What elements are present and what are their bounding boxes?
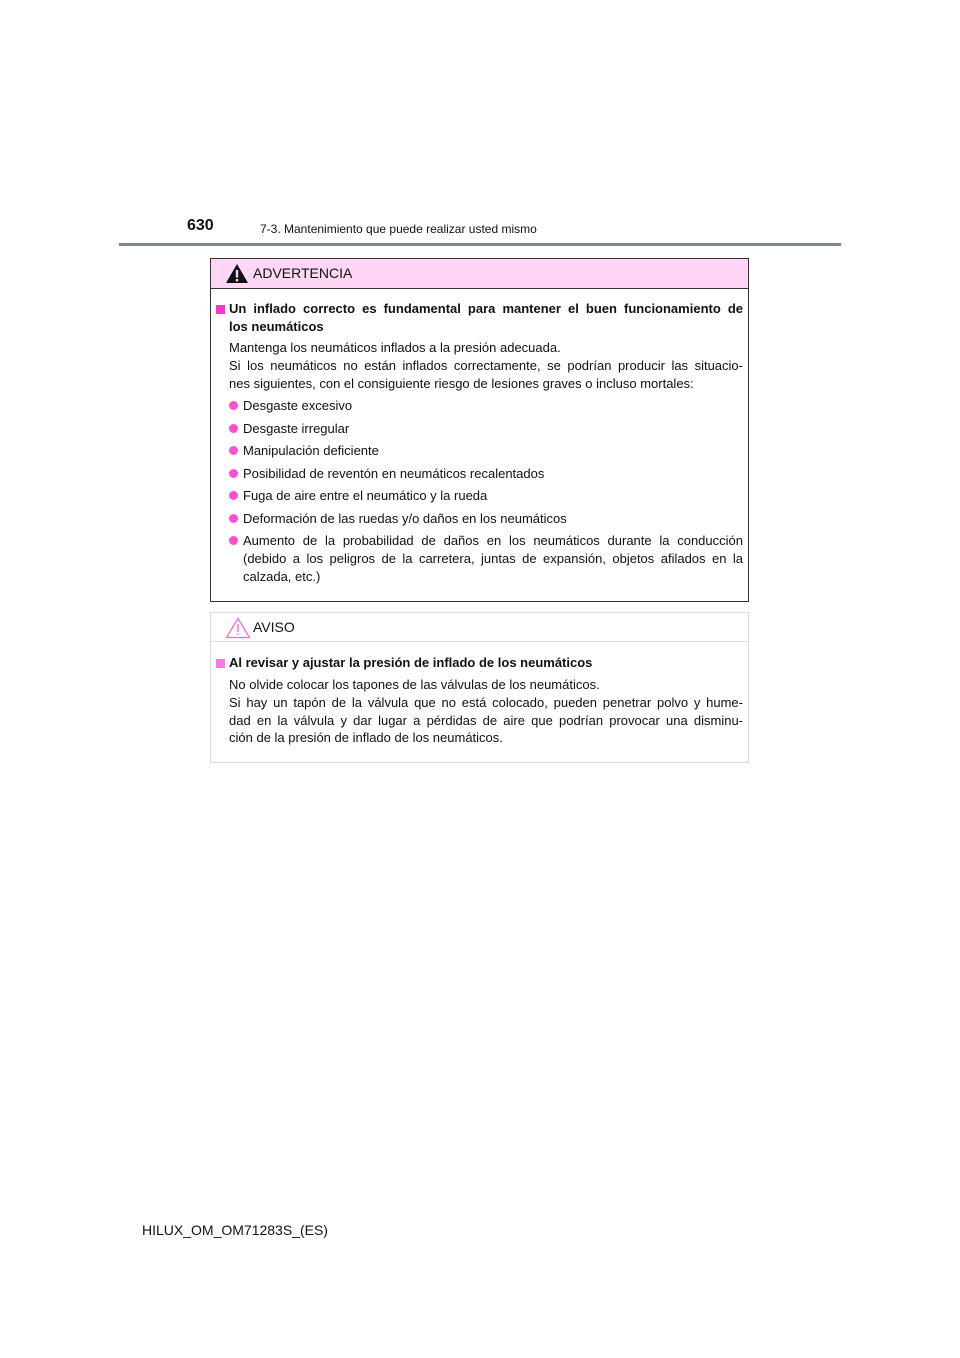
warning-box <box>210 258 749 602</box>
notice-text-line: No olvide colocar los tapones de las válvulas de los neumáticos. <box>229 677 600 692</box>
header-rule <box>119 243 841 246</box>
list-item: Deformación de las ruedas y/o daños en los neumáticos <box>211 510 748 528</box>
notice-box <box>210 612 749 763</box>
bullet-icon <box>229 469 238 478</box>
square-bullet-icon <box>216 305 225 314</box>
notice-title: AVISO <box>253 619 295 635</box>
list-item: Desgaste excesivo <box>211 397 748 415</box>
bullet-icon <box>229 401 238 410</box>
warning-title: ADVERTENCIA <box>253 265 353 281</box>
warning-text-line: Si los neumáticos no están inflados correctamente, se podrían producir las situacio- <box>229 358 743 373</box>
warning-text-line: nes siguientes, con el consiguiente riesgo de lesiones graves o incluso mortales: <box>229 376 694 391</box>
notice-header <box>211 613 748 642</box>
list-item: Aumento de la probabilidad de daños en los neumáticos durante la conducción (debido a los peligros de la carretera, juntas de expansión, objetos afilados en la calzada, etc.) <box>211 532 748 592</box>
square-bullet-icon <box>216 659 225 668</box>
page-number: 630 <box>187 217 214 234</box>
section-title: 7-3. Mantenimiento que puede realizar usted mismo <box>260 222 537 236</box>
bullet-icon <box>229 446 238 455</box>
warning-header <box>211 259 748 289</box>
bullet-icon <box>229 424 238 433</box>
notice-text-line: dad en la válvula y dar lugar a pérdidas de aire que podrían provocar una disminu- <box>229 713 743 728</box>
warning-text-line: Mantenga los neumáticos inflados a la presión adecuada. <box>229 340 561 355</box>
warning-heading-line: los neumáticos <box>229 319 324 334</box>
warning-triangle-icon <box>225 263 249 284</box>
notice-text-line: ción de la presión de inflado de los neumáticos. <box>229 730 503 745</box>
list-item: Fuga de aire entre el neumático y la rueda <box>211 487 748 505</box>
bullet-icon <box>229 536 238 545</box>
list-item: Posibilidad de reventón en neumáticos recalentados <box>211 465 748 483</box>
bullet-icon <box>229 514 238 523</box>
notice-text-line: Si hay un tapón de la válvula que no está colocado, pueden penetrar polvo y hume- <box>229 695 743 710</box>
warning-heading-line: Un inflado correcto es fundamental para mantener el buen funcionamiento de <box>229 301 743 316</box>
list-item: Manipulación deficiente <box>211 442 748 460</box>
document-id: HILUX_OM_OM71283S_(ES) <box>142 1222 328 1238</box>
caution-triangle-icon <box>225 617 251 639</box>
bullet-icon <box>229 491 238 500</box>
list-item: Desgaste irregular <box>211 420 748 438</box>
notice-heading: Al revisar y ajustar la presión de inflado de los neumáticos <box>229 655 593 670</box>
